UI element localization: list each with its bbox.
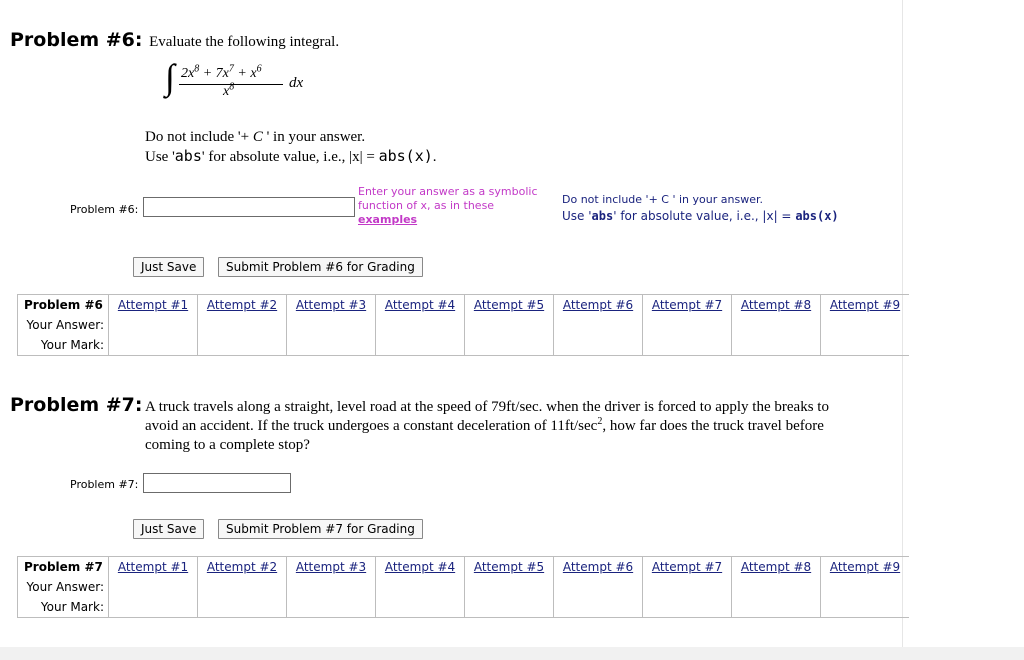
attempt-link[interactable]: Attempt #6 bbox=[562, 560, 634, 574]
side-note-1: Do not include '+ C ' in your answer. bbox=[562, 193, 763, 206]
submit-button-7[interactable]: Submit Problem #7 for Grading bbox=[218, 519, 423, 539]
problem-6-instructions bbox=[145, 128, 437, 167]
attempt-link[interactable]: Attempt #8 bbox=[740, 298, 812, 312]
answer-hint: Enter your answer as a symbolic function of x, as in these examples bbox=[358, 185, 538, 226]
integrand-dx: dx bbox=[289, 75, 304, 91]
just-save-button-6[interactable]: Just Save bbox=[133, 257, 204, 277]
table-head-6: Problem #6 bbox=[18, 295, 109, 316]
your-mark-label: Your Mark: bbox=[18, 597, 109, 618]
attempt-link[interactable]: Attempt #9 bbox=[829, 298, 901, 312]
attempt-link[interactable]: Attempt #2 bbox=[206, 560, 278, 574]
attempt-link[interactable]: Attempt #4 bbox=[384, 560, 456, 574]
attempt-link[interactable]: Attempt #7 bbox=[651, 298, 723, 312]
answer-label-7: Problem #7: bbox=[70, 478, 139, 491]
problem-6-heading bbox=[10, 29, 339, 51]
table-row bbox=[18, 315, 910, 335]
your-mark-label: Your Mark: bbox=[18, 335, 109, 356]
attempt-link[interactable]: Attempt #8 bbox=[740, 560, 812, 574]
attempt-link[interactable]: Attempt #1 bbox=[117, 298, 189, 312]
problem-6-title: Problem #6: bbox=[10, 29, 143, 51]
side-note-2: Use 'abs' for absolute value, i.e., |x| = abs(x) bbox=[562, 209, 839, 223]
attempt-link[interactable]: Attempt #5 bbox=[473, 560, 545, 574]
attempt-link[interactable]: Attempt #1 bbox=[117, 560, 189, 574]
attempts-table-6 bbox=[17, 294, 909, 356]
integral-sign-icon: ∫ bbox=[165, 57, 175, 97]
attempt-link[interactable]: Attempt #9 bbox=[829, 560, 901, 574]
attempt-link[interactable]: Attempt #4 bbox=[384, 298, 456, 312]
table-row bbox=[18, 597, 910, 618]
attempt-link[interactable]: Attempt #5 bbox=[473, 298, 545, 312]
attempt-link[interactable]: Attempt #3 bbox=[295, 298, 367, 312]
your-answer-label: Your Answer: bbox=[18, 577, 109, 597]
problem-7-title: Problem #7: bbox=[10, 394, 143, 416]
table-head-7: Problem #7 bbox=[18, 557, 109, 578]
answer-input-6[interactable] bbox=[143, 197, 355, 217]
attempts-table-7 bbox=[17, 556, 909, 618]
problem-7-heading bbox=[10, 394, 143, 416]
instruction-line-2: Use 'abs' for absolute value, i.e., |x| = abs(x). bbox=[145, 147, 437, 165]
attempt-link[interactable]: Attempt #3 bbox=[295, 560, 367, 574]
answer-label-6: Problem #6: bbox=[70, 203, 139, 216]
integral-expression bbox=[165, 57, 315, 112]
problem-6-prompt: Evaluate the following integral. bbox=[149, 34, 340, 50]
just-save-button-7[interactable]: Just Save bbox=[133, 519, 204, 539]
submit-button-6[interactable]: Submit Problem #6 for Grading bbox=[218, 257, 423, 277]
table-row bbox=[18, 577, 910, 597]
your-answer-label: Your Answer: bbox=[18, 315, 109, 335]
examples-link[interactable]: examples bbox=[358, 213, 418, 226]
table-row bbox=[18, 557, 910, 578]
attempt-link[interactable]: Attempt #2 bbox=[206, 298, 278, 312]
attempt-link[interactable]: Attempt #6 bbox=[562, 298, 634, 312]
problem-7-statement: A truck travels along a straight, level road at the speed of 79ft/sec. when the driver is forced to apply the breaks to avoid an accident. If the truck undergoes a constant deceleration of $11ft/\sec^2$, how far does the truck travel before coming to a complete stop? bbox=[145, 399, 829, 453]
answer-input-7[interactable] bbox=[143, 473, 291, 493]
integrand-numerator: $2x^8 + 7x^7 + x^6$ bbox=[181, 63, 262, 81]
table-row bbox=[18, 295, 910, 316]
integrand-denominator: $x^8$ bbox=[223, 81, 235, 99]
bottom-band bbox=[0, 647, 1024, 660]
instruction-line-1: Do not include '+ C ' in your answer. bbox=[145, 129, 366, 145]
attempt-link[interactable]: Attempt #7 bbox=[651, 560, 723, 574]
table-row bbox=[18, 335, 910, 356]
